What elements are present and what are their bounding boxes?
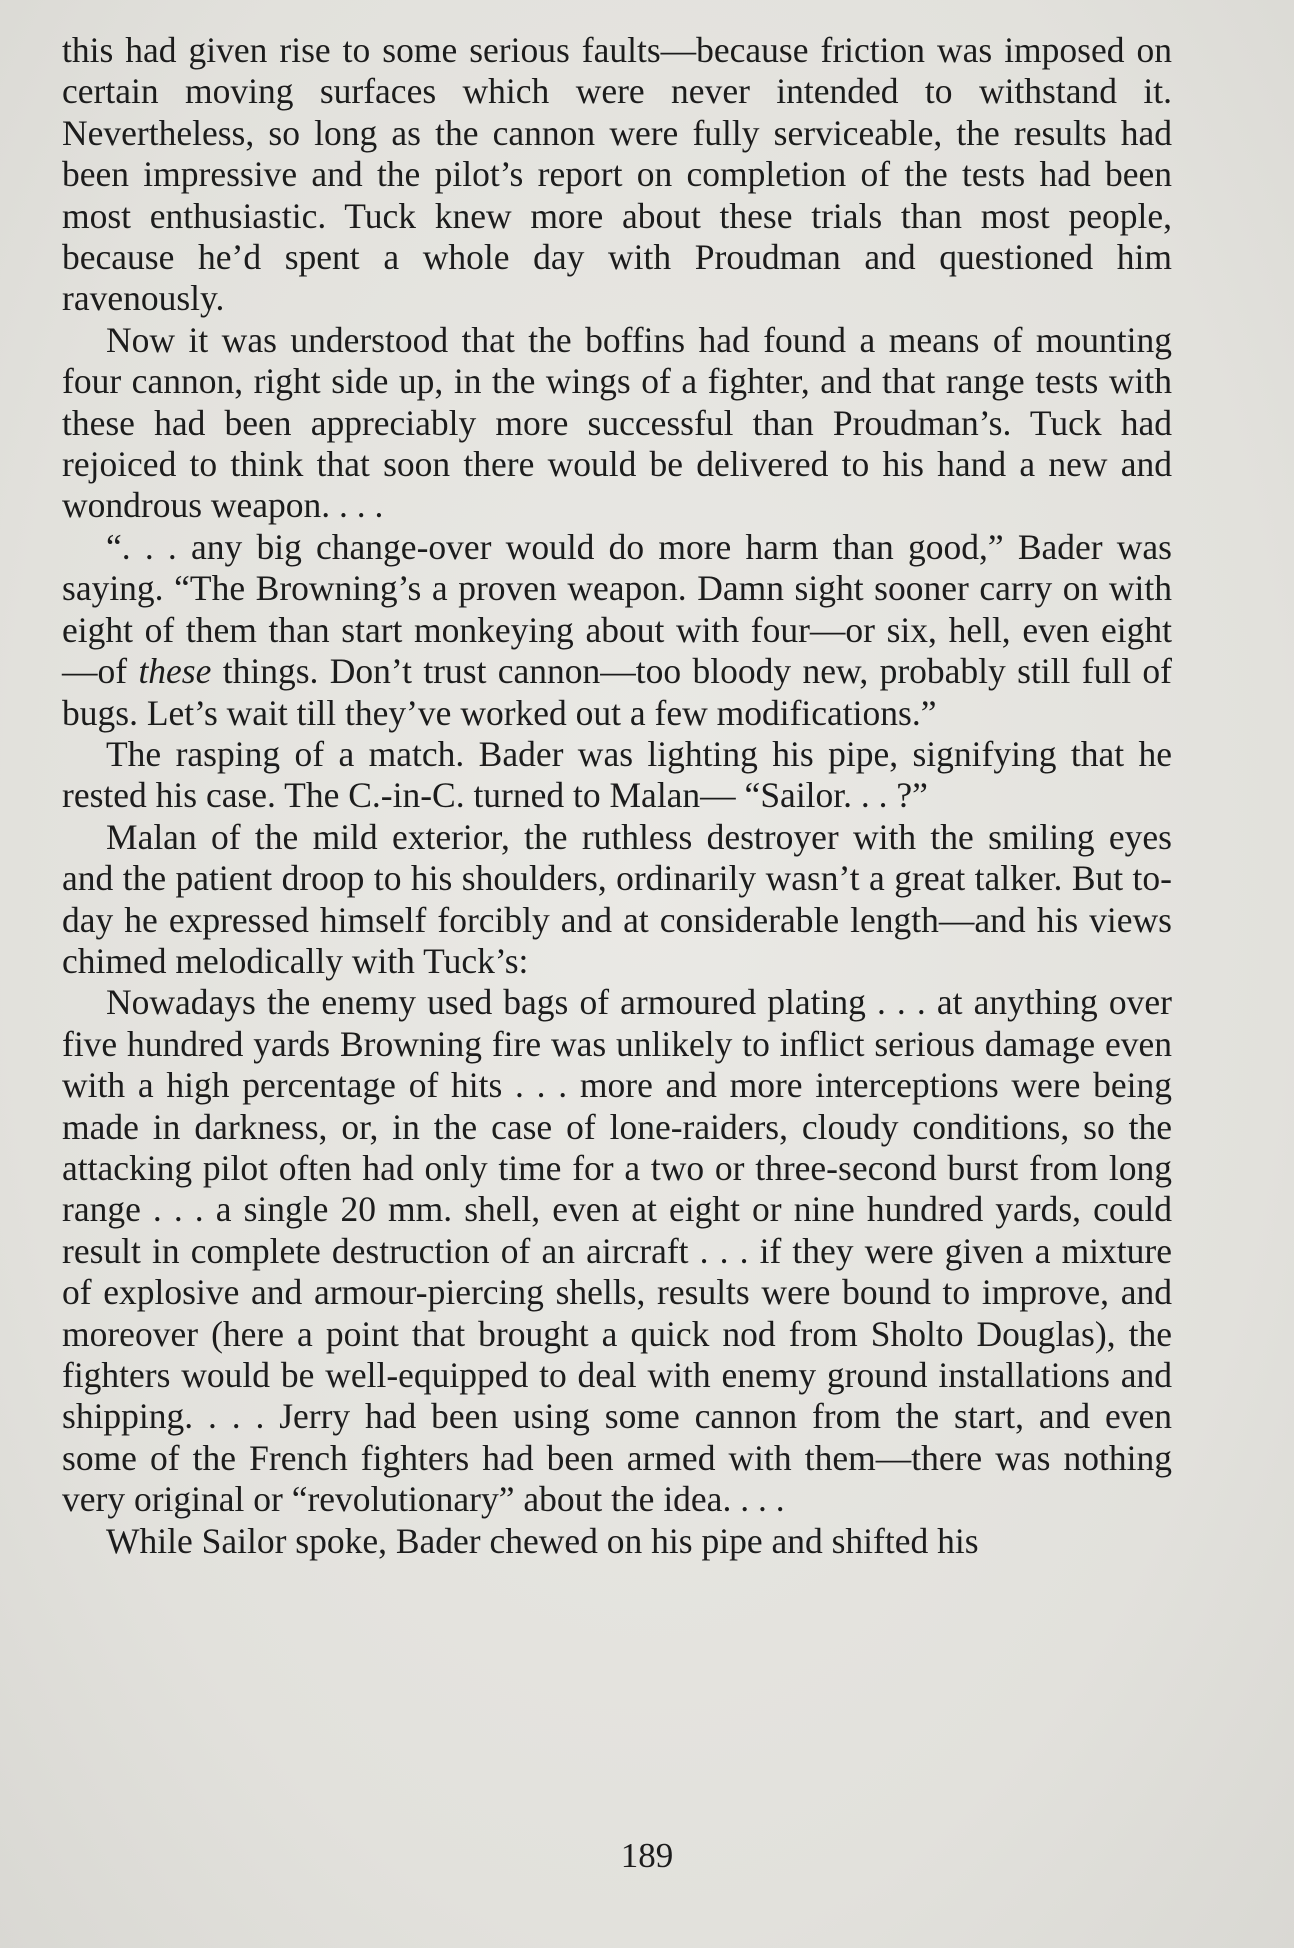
paragraph-bader-speech: “. . . any big change-over would do more harm than good,” Bader was saying. “The Browning’s a proven weapon. Damn sight sooner carry on with eight of them than start monkeying about with four—or six, hell, even eight—of these things. Don’t trust cannon—too bloody new, probably still full of bugs. Let’s wait till they’ve worked out a few modifications.” [62, 526, 1172, 733]
body-text [62, 30, 1172, 1562]
page-number: 189 [620, 1836, 674, 1875]
paragraph-boffins: Now it was understood that the boffins had found a means of mounting four cannon, right side up, in the wings of a fighter, and that range tests with these had been appreciably more successful than Proudman’s. Tuck had rejoiced to think that soon there would be delivered to his hand a new and wondrous weapon. . . . [62, 319, 1172, 526]
paragraph-malan: Malan of the mild exterior, the ruthless destroyer with the smiling eyes and the patient droop to his shoulders, ordinarily wasn’t a great talker. But to-day he expressed himself forcibly and at considerable length—and his views chimed melodically with Tuck’s: [62, 816, 1172, 981]
paragraph-while-sailor: While Sailor spoke, Bader chewed on his pipe and shifted his [106, 1520, 979, 1561]
emphasis-these: these [138, 651, 212, 692]
paragraph-nowadays: Nowadays the enemy used bags of armoured plating . . . at anything over five hundred yards Browning fire was unlikely to inflict serious damage even with a high percentage of hits . . . more and more interceptions were being made in darkness, or, in the case of lone-raiders, cloudy conditions, so the attacking pilot often had only time for a two or three-second burst from long range . . . a single 20 mm. shell, even at eight or nine hundred yards, could result in complete destruction of an aircraft . . . if they were given a mixture of explosive and armour-piercing shells, results were bound to improve, and moreover (here a point that brought a quick nod from Sholto Douglas), the fighters would be well-equipped to deal with enemy ground installations and shipping. . . . Jerry had been using some cannon from the start, and even some of the French fighters had been armed with them—there was nothing very original or “revolutionary” about the idea. . . . [62, 982, 1172, 1520]
paragraph-continuation: this had given rise to some serious faults—because friction was imposed on certain moving surfaces which were never intended to withstand it. Nevertheless, so long as the cannon were fully serviceable, the results had been impressive and the pilot’s report on completion of the tests had been most enthusiastic. Tuck knew more about these trials than most people, because he’d spent a whole day with Proudman and questioned him ravenously. [62, 30, 1172, 319]
paragraph-match: The rasping of a match. Bader was lighting his pipe, signifying that he rested his case. The C.-in-C. turned to Malan— “Sailor. . . ?” [62, 733, 1172, 816]
